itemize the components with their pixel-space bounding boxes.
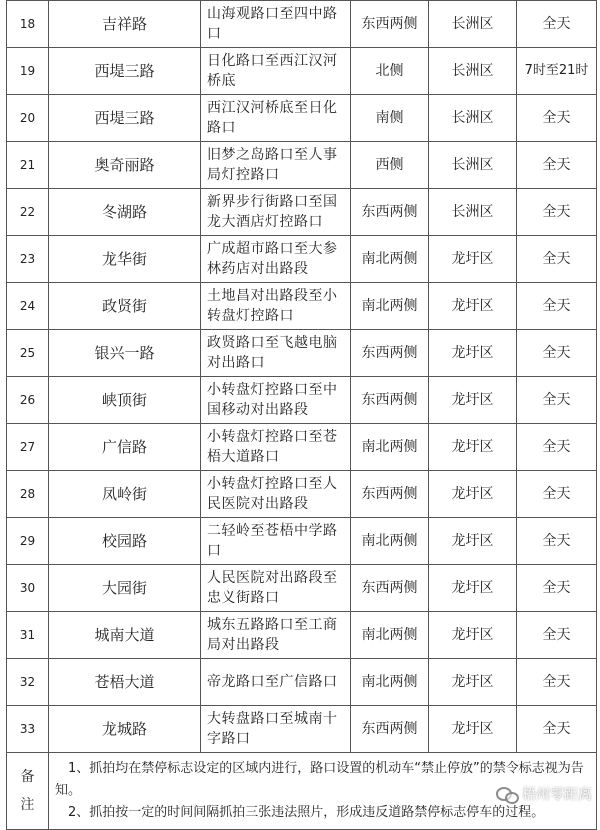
table-row (7, 471, 597, 518)
district-cell: 龙圩区 (429, 471, 517, 518)
district-cell: 龙圩区 (429, 424, 517, 471)
table-body (7, 1, 597, 753)
district-cell: 长洲区 (429, 1, 517, 48)
note-label (7, 753, 49, 830)
enforcement-time-cell: 全天 (517, 95, 597, 142)
parking-side-cell: 北侧 (351, 48, 429, 95)
enforcement-time-cell: 7时至21时 (517, 48, 597, 95)
road-name-cell: 西堤三路 (49, 48, 201, 95)
table-row (7, 377, 597, 424)
district-cell: 龙圩区 (429, 518, 517, 565)
table-row (7, 236, 597, 283)
enforcement-time-cell: 全天 (517, 424, 597, 471)
table-row (7, 142, 597, 189)
row-number-cell: 28 (7, 471, 49, 518)
road-name-cell: 龙城路 (49, 706, 201, 753)
note-label-text: 备注 (20, 769, 35, 813)
road-name-cell: 凤岭街 (49, 471, 201, 518)
district-cell: 龙圩区 (429, 377, 517, 424)
parking-side-cell: 西侧 (351, 142, 429, 189)
district-cell: 长洲区 (429, 189, 517, 236)
table-row (7, 706, 597, 753)
district-cell: 龙圩区 (429, 659, 517, 706)
table-row (7, 518, 597, 565)
parking-side-cell: 南北两侧 (351, 283, 429, 330)
road-section-cell: 小转盘灯控路口至中国移动对出路段 (201, 377, 351, 424)
road-section-cell: 城东五路路口至工商局对出路段 (201, 612, 351, 659)
parking-side-cell: 南北两侧 (351, 659, 429, 706)
enforcement-time-cell: 全天 (517, 659, 597, 706)
road-name-cell: 广信路 (49, 424, 201, 471)
district-cell: 长洲区 (429, 142, 517, 189)
parking-side-cell: 东西两侧 (351, 471, 429, 518)
road-section-cell: 山海观路口至四中路口 (201, 1, 351, 48)
district-cell: 龙圩区 (429, 612, 517, 659)
road-section-cell: 帝龙路口至广信路口 (201, 659, 351, 706)
table-row (7, 1, 597, 48)
road-section-cell: 人民医院对出路段至忠义街路口 (201, 565, 351, 612)
note-line-1: 1、抓拍均在禁停标志设定的区域内进行，路口设置的机动车“禁止停放”的禁令标志视为告知。 (55, 761, 584, 798)
district-cell: 龙圩区 (429, 283, 517, 330)
row-number-cell: 22 (7, 189, 49, 236)
district-cell: 龙圩区 (429, 706, 517, 753)
parking-side-cell: 南北两侧 (351, 518, 429, 565)
parking-side-cell: 东西两侧 (351, 1, 429, 48)
enforcement-time-cell: 全天 (517, 612, 597, 659)
road-name-cell: 冬湖路 (49, 189, 201, 236)
table-row (7, 612, 597, 659)
parking-side-cell: 东西两侧 (351, 565, 429, 612)
watermark (496, 784, 592, 804)
road-name-cell: 银兴一路 (49, 330, 201, 377)
road-name-cell: 校园路 (49, 518, 201, 565)
table-row (7, 330, 597, 377)
road-name-cell: 城南大道 (49, 612, 201, 659)
parking-side-cell: 南北两侧 (351, 236, 429, 283)
road-section-cell: 大转盘路口至城南十字路口 (201, 706, 351, 753)
road-name-cell: 龙华街 (49, 236, 201, 283)
road-name-cell: 奥奇丽路 (49, 142, 201, 189)
watermark-text: 梧州零距离 (522, 787, 592, 803)
road-section-cell: 小转盘灯控路口至人民医院对出路段 (201, 471, 351, 518)
table-row (7, 48, 597, 95)
road-section-cell: 旧梦之岛路口至人事局灯控路口 (201, 142, 351, 189)
parking-side-cell: 南侧 (351, 95, 429, 142)
row-number-cell: 29 (7, 518, 49, 565)
district-cell: 长洲区 (429, 95, 517, 142)
parking-side-cell: 东西两侧 (351, 706, 429, 753)
table-row (7, 95, 597, 142)
row-number-cell: 32 (7, 659, 49, 706)
enforcement-time-cell: 全天 (517, 518, 597, 565)
road-name-cell: 吉祥路 (49, 1, 201, 48)
enforcement-time-cell: 全天 (517, 471, 597, 518)
table-row (7, 565, 597, 612)
enforcement-time-cell: 全天 (517, 283, 597, 330)
row-number-cell: 23 (7, 236, 49, 283)
road-section-cell: 西江汉河桥底至日化路口 (201, 95, 351, 142)
enforcement-time-cell: 全天 (517, 706, 597, 753)
district-cell: 龙圩区 (429, 330, 517, 377)
row-number-cell: 19 (7, 48, 49, 95)
enforcement-time-cell: 全天 (517, 330, 597, 377)
enforcement-time-cell: 全天 (517, 142, 597, 189)
row-number-cell: 33 (7, 706, 49, 753)
enforcement-time-cell: 全天 (517, 236, 597, 283)
road-section-cell: 二轻岭至苍梧中学路口 (201, 518, 351, 565)
parking-side-cell: 南北两侧 (351, 424, 429, 471)
row-number-cell: 27 (7, 424, 49, 471)
road-name-cell: 苍梧大道 (49, 659, 201, 706)
parking-side-cell: 南北两侧 (351, 612, 429, 659)
road-section-cell: 土地昌对出路段至小转盘灯控路口 (201, 283, 351, 330)
row-number-cell: 18 (7, 1, 49, 48)
row-number-cell: 24 (7, 283, 49, 330)
parking-side-cell: 东西两侧 (351, 377, 429, 424)
row-number-cell: 26 (7, 377, 49, 424)
row-number-cell: 25 (7, 330, 49, 377)
road-section-cell: 日化路口至西江汉河桥底 (201, 48, 351, 95)
district-cell: 长洲区 (429, 48, 517, 95)
row-number-cell: 20 (7, 95, 49, 142)
row-number-cell: 21 (7, 142, 49, 189)
table-row (7, 424, 597, 471)
road-name-cell: 西堤三路 (49, 95, 201, 142)
enforcement-time-cell: 全天 (517, 565, 597, 612)
table-row (7, 659, 597, 706)
road-section-cell: 广成超市路口至大参林药店对出路段 (201, 236, 351, 283)
table-row (7, 189, 597, 236)
enforcement-time-cell: 全天 (517, 377, 597, 424)
row-number-cell: 31 (7, 612, 49, 659)
parking-side-cell: 东西两侧 (351, 189, 429, 236)
road-section-cell: 新界步行街路口至国龙大酒店灯控路口 (201, 189, 351, 236)
road-name-cell: 政贤街 (49, 283, 201, 330)
road-name-cell: 大园街 (49, 565, 201, 612)
wechat-icon (496, 785, 518, 803)
parking-enforcement-table (6, 0, 597, 830)
district-cell: 龙圩区 (429, 236, 517, 283)
parking-side-cell: 东西两侧 (351, 330, 429, 377)
district-cell: 龙圩区 (429, 565, 517, 612)
road-section-cell: 政贤路口至飞越电脑对出路口 (201, 330, 351, 377)
table-row (7, 283, 597, 330)
enforcement-time-cell: 全天 (517, 1, 597, 48)
road-name-cell: 峡顶街 (49, 377, 201, 424)
note-line-2: 2、抓拍按一定的时间间隔抓拍三张违法照片，形成违反道路禁停标志停车的过程。 (68, 805, 545, 820)
road-section-cell: 小转盘灯控路口至苍梧大道路口 (201, 424, 351, 471)
enforcement-time-cell: 全天 (517, 189, 597, 236)
row-number-cell: 30 (7, 565, 49, 612)
